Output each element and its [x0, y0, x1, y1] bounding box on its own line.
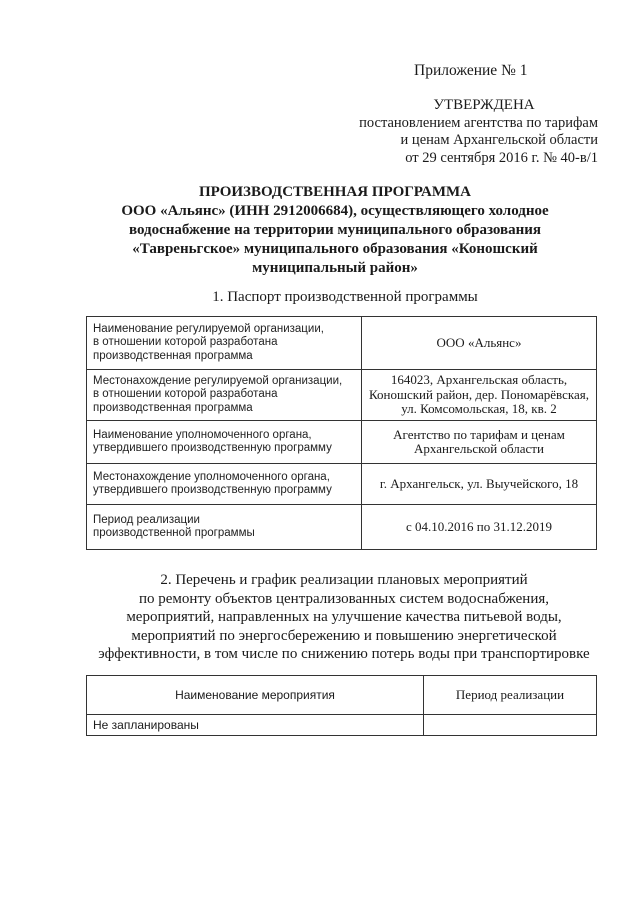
column-header-period: Период реализации [424, 676, 597, 715]
section2-heading-line: мероприятий по энергосбережению и повышению энергетической [131, 627, 557, 644]
passport-value [362, 317, 597, 370]
table-row [87, 464, 597, 505]
section2-heading [86, 571, 602, 664]
passport-value [362, 505, 597, 550]
label-line: Местонахождение регулируемой организации, [93, 374, 343, 387]
passport-value [362, 370, 597, 421]
title-line: «Тавреньгское» муниципального образования «Коношский [132, 241, 538, 257]
value-line: с 04.10.2016 по 31.12.2019 [406, 518, 552, 534]
label-line: в отношении которой разработана [93, 336, 278, 349]
table-row [87, 317, 597, 370]
value-line: Архангельской области [414, 441, 544, 456]
measure-period-cell [424, 715, 597, 736]
label-line: Наименование регулируемой организации, [93, 322, 324, 335]
section2-heading-line: мероприятий, направленных на улучшение качества питьевой воды, [126, 609, 562, 625]
approval-line: от 29 сентября 2016 г. № 40-в/1 [405, 149, 598, 166]
table-row [87, 505, 597, 550]
value-line: г. Архангельск, ул. Выучейского, 18 [379, 475, 579, 491]
passport-value [362, 464, 597, 505]
title-line: ООО «Альянс» (ИНН 2912006684), осуществляющего холодное [121, 203, 549, 219]
title-line: муниципальный район» [252, 260, 418, 276]
value-line: Агентство по тарифам и ценам [393, 426, 565, 442]
table-row [87, 715, 597, 736]
passport-label [87, 317, 362, 370]
label-line: Местонахождение уполномоченного органа, [93, 470, 330, 483]
passport-value [362, 421, 597, 464]
label-line: Период реализации [93, 513, 200, 526]
label-line: Наименование уполномоченного органа, [93, 428, 312, 441]
approval-line: и ценам Архангельской области [400, 132, 598, 148]
passport-label [87, 464, 362, 505]
table-header-row [87, 676, 597, 715]
passport-table [86, 316, 597, 550]
section2-heading-line: 2. Перечень и график реализации плановых мероприятий [160, 572, 528, 588]
label-line: утвердившего производственную программу [93, 484, 332, 496]
table-row [87, 370, 597, 421]
approval-stamp [300, 97, 598, 167]
appendix-number: Приложение № 1 [414, 62, 528, 79]
approval-line: постановлением агентства по тарифам [359, 114, 598, 131]
value-line: 164023, Архангельская область, [390, 372, 568, 388]
section2-heading-line: эффективности, в том числе по снижению потерь воды при транспортировке [98, 646, 590, 662]
label-line: производственная программа [93, 401, 253, 414]
section1-heading: 1. Паспорт производственной программы [212, 289, 478, 305]
passport-label [87, 370, 362, 421]
title-line: ПРОИЗВОДСТВЕННАЯ ПРОГРАММА [198, 184, 471, 200]
label-line: производственной программы [93, 527, 255, 539]
value-line: Коношский район, дер. Пономарёвская, [368, 386, 590, 402]
title-line: водоснабжение на территории муниципального образования [128, 222, 542, 238]
value-line: ул. Комсомольская, 18, кв. 2 [401, 401, 557, 417]
document-title [70, 183, 600, 278]
passport-label [87, 421, 362, 464]
column-header-name: Наименование мероприятия [87, 676, 424, 715]
measures-table [86, 675, 597, 736]
label-line: производственная программа [93, 349, 253, 362]
label-line: в отношении которой разработана [93, 388, 278, 401]
section2-heading-line: по ремонту объектов централизованных систем водоснабжения, [138, 590, 549, 607]
value-line: ООО «Альянс» [436, 334, 522, 350]
measure-name-cell: Не запланированы [87, 715, 424, 736]
label-line: утвердившего производственную программу [93, 442, 332, 454]
table-row [87, 421, 597, 464]
approval-word: УТВЕРЖДЕНА [433, 97, 535, 113]
passport-label [87, 505, 362, 550]
